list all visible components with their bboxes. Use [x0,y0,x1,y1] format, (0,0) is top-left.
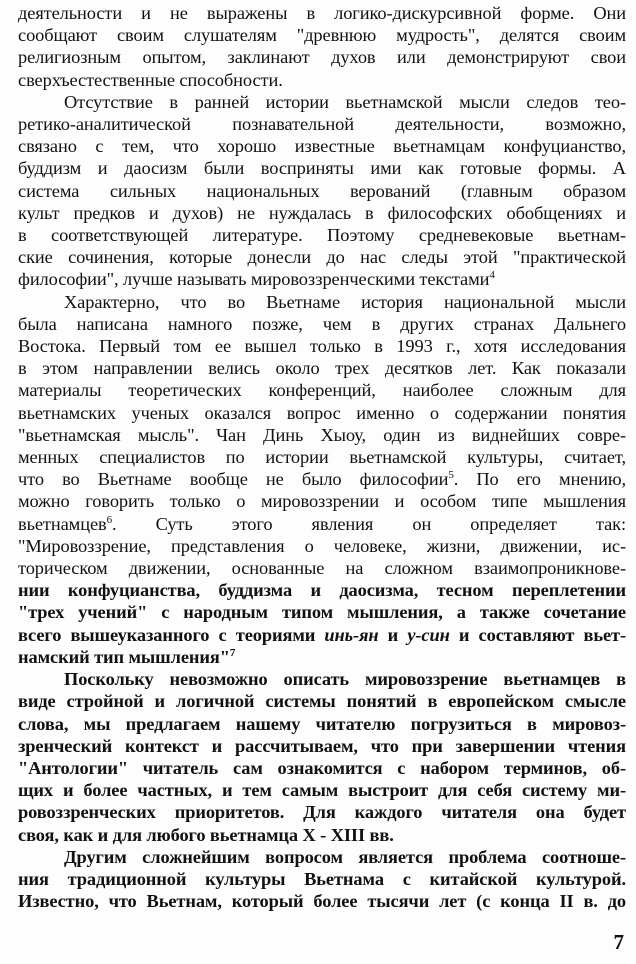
text-line: слова, мы предлагаем нашему читателю погрузиться в мировоз- [18,713,626,734]
text-line: была написана намного позже, чем в других странах Дальнего [18,313,626,334]
text-line [18,468,626,490]
text-line: Известно, что Вьетнам, который более тысячи лет (с конца II в. до [18,891,626,912]
text-line: связано с тем, что хорошо известные вьетнамцам конфуцианство, [18,136,626,157]
text-line: вьетнамских ученых оказался вопрос именно о содержании понятия [18,402,626,423]
text-line: религиозным опытом, заклинают духов или демонстрируют свои [18,47,626,68]
text-line [18,268,626,290]
text-line: сообщают своим слушателям "древнюю мудрость", делятся своим [18,25,626,46]
text-line: Характерно, что во Вьетнаме история национальной мысли [64,291,626,312]
text-line: Другим сложнейшим вопросом является проблема соотноше- [64,846,626,867]
line-text: философии", лучше называть мировоззренческими текстами [18,269,490,290]
line-text: и составляют вьет- [449,624,626,645]
line-text: всего вышеуказанного с теориями [18,624,325,645]
text-line: буддизм и даосизм были восприняты ими как готовые формы. А [18,158,626,179]
line-text: и [378,624,408,645]
text-line [18,646,626,668]
text-line: нии конфуцианства, буддизма и даосизма, тесном переплетении [18,580,626,601]
term-yin-yang: инь-ян [324,624,379,645]
line-text: . Суть этого явления он определяет так: [112,513,626,534]
line-text: вьетнамцев [18,513,107,534]
text-line: в соответствующей литературе. Поэтому средневековые вьетнам- [18,225,626,246]
text-line: "Антологии" читатель сам ознакомится с набором терминов, об- [18,757,626,778]
text-line: сверхъестественные способности. [18,69,283,90]
body-text [18,2,626,912]
text-line: можно говорить только о мировоззрении и особом типе мышления [18,491,626,512]
text-line: "Мировоззрение, представления о человеке, жизни, движении, ис- [18,535,626,556]
text-line: ретико-аналитической познавательной деятельности, возможно, [18,114,626,135]
text-line: ровоззренческих приоритетов. Для каждого читателя она будет [18,802,626,823]
footnote-ref: 6 [106,513,113,526]
line-text: . По его мнению, [453,469,626,490]
text-line: менных специалистов по истории вьетнамской культуры, считает, [18,447,626,468]
page-number: 7 [613,930,624,954]
text-line: культ предков и духов) не нуждалась в философских обобщениях и [18,202,626,223]
text-line: ния традиционной культуры Вьетнама с китайской культурой. [18,868,626,889]
paragraph-5 [18,846,626,913]
text-line: "трех учений" с народным типом мышления, а также сочетание [18,602,626,623]
paragraph-3 [18,291,626,668]
text-line: Поскольку невозможно описать мировоззрение вьетнамцев в [64,669,626,690]
text-line: "вьетнамская мысль". Чан Динь Хыоу, один из виднейших совре- [18,424,626,445]
text-line [18,624,626,646]
text-line [18,513,626,535]
text-line: торическом движении, основанные на сложном взаимопроникнове- [18,558,626,579]
line-text: намский тип мышления" [18,646,230,667]
text-line: Отсутствие в ранней истории вьетнамской мысли следов тео- [64,91,626,112]
text-line: зренческий контекст и рассчитываем, что при завершении чтения [18,735,626,756]
text-line: в этом направлении велись около трех десятков лет. Как показали [18,358,626,379]
text-line: деятельности и не выражены в логико-дискурсивной форме. Они [18,3,626,23]
footnote-ref: 5 [448,469,454,482]
footnote-ref: 7 [229,646,236,659]
paragraph-4 [18,668,626,846]
text-line: ские сочинения, которые донесли до нас следы этой "практической [18,247,626,268]
paragraph-1 [18,2,626,91]
line-text: что во Вьетнаме вообще не было философии [18,469,449,490]
text-line: материалы теоретических конференций, наиболее сложным для [18,380,626,401]
footnote-ref: 4 [489,269,495,282]
term-wu-xing: у-син [407,624,450,645]
text-line: своя, как и для любого вьетнамца X - XIII вв. [18,824,394,845]
text-line: система сильных национальных верований (главным образом [18,180,626,201]
text-line: виде стройной и логичной системы понятий в европейском смысле [18,691,626,712]
paragraph-2 [18,91,626,291]
text-line: щих и более частных, и тем самым выстроит для себя систему ми- [18,780,626,801]
text-line: Востока. Первый том ее вышел только в 1993 г., хотя исследования [18,336,626,357]
